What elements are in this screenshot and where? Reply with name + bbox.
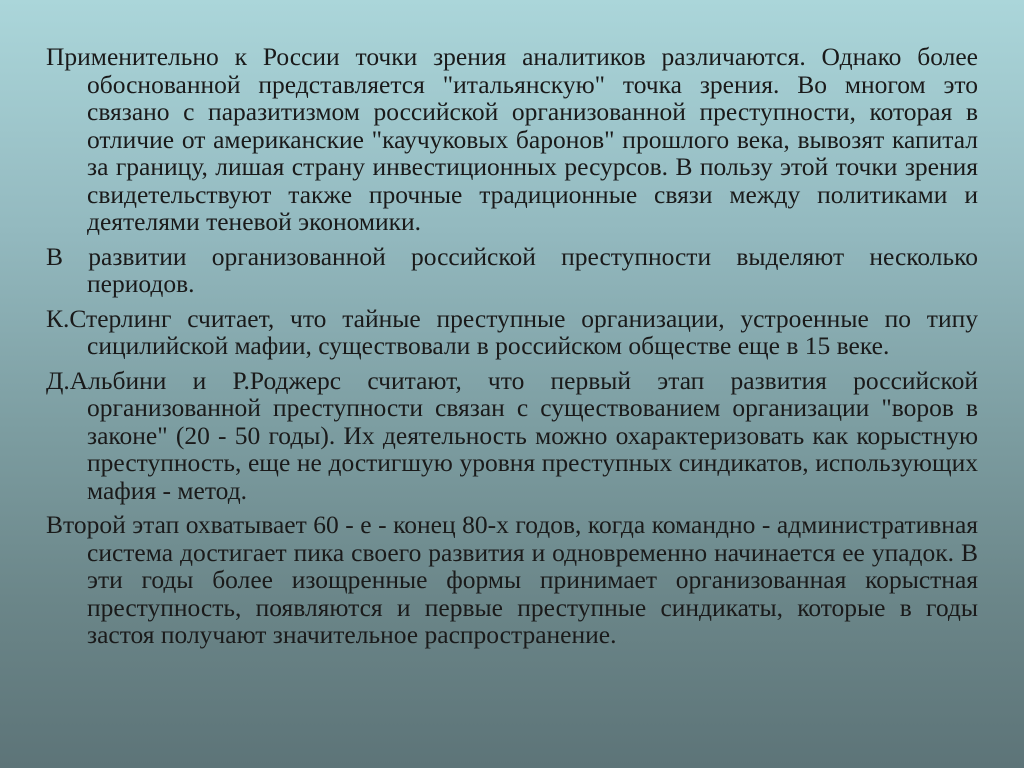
paragraph-albini-rogers: Д.Альбини и Р.Роджерс считают, что первый этап развития российской организованной преступности связан с существованием организации "воров в законе" (20 - 50 годы). Их деятельность можно охарактеризовать как корыстную преступность, еще не достигшую уровня преступных синдикатов, использующих мафия - метод. xyxy=(46,365,978,505)
paragraph-russia-viewpoints: Применительно к России точки зрения аналитиков различаются. Однако более обоснованной представляется "итальянскую" точка зрения. Во многом это связано с паразитизмом российской организованной преступности, которая в отличие от американские "каучуковых баронов" прошлого века, вывозят капитал за границу, лишая страну инвестиционных ресурсов. В пользу этой точки зрения свидетельствуют также прочные традиционные связи между политиками и деятелями теневой экономики. xyxy=(46,42,978,236)
paragraph-second-stage: Второй этап охватывает 60 - е - конец 80-х годов, когда командно - административная система достигает пика своего развития и одновременно начинается ее упадок. В эти годы более изощренные формы принимает организованная корыстная преступность, появляются и первые преступные синдикаты, которые в годы застоя получают значительное распространение. xyxy=(46,510,978,649)
paragraph-periods: В развитии организованной российской преступности выделяют несколько периодов. xyxy=(46,241,978,298)
slide-text-body xyxy=(46,43,978,656)
paragraph-sterling: К.Стерлинг считает, что тайные преступные организации, устроенные по типу сицилийской мафии, существовали в российском обществе еще в 15 веке. xyxy=(46,303,978,360)
